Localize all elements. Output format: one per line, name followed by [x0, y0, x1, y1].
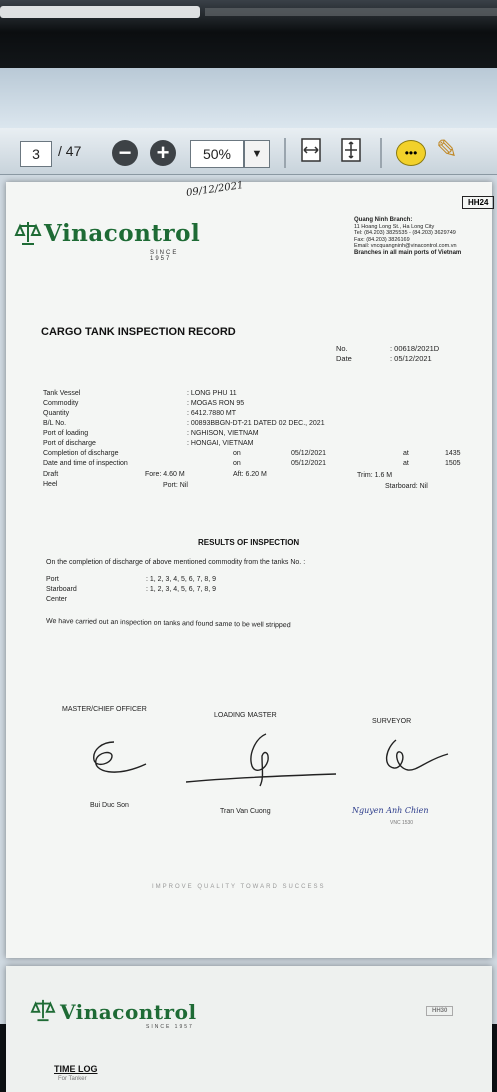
zoom-in-button[interactable]: [150, 140, 176, 166]
draft-trim: Trim: 1.6 M: [357, 472, 393, 479]
branch-address: 11 Hoang Long St., Ha Long City: [354, 223, 435, 230]
no-label: No.: [336, 344, 348, 353]
field-value: : MOGAS RON 95: [187, 400, 245, 407]
heel-label: Heel: [43, 481, 58, 488]
completion-label: Completion of discharge: [43, 450, 119, 457]
scales-icon: [30, 998, 56, 1022]
branch-tel: Tel: (84.203) 3825535 - (84.203) 3629749: [354, 230, 456, 236]
draft-label: Draft: [43, 471, 59, 478]
signatory-role: SURVEYOR: [372, 718, 412, 725]
minus-icon: −: [118, 140, 132, 165]
fit-width-icon: [300, 138, 322, 162]
tank-value: : 1, 2, 3, 4, 5, 6, 7, 8, 9: [146, 586, 217, 593]
signatory-name: Nguyen Anh Chien: [352, 806, 429, 815]
field-label: B/L No.: [43, 420, 67, 427]
signature-loading-master: [186, 724, 336, 794]
branch-note: Branches in all main ports of Vietnam: [354, 249, 462, 256]
draft-fore: Fore: 4.60 M: [145, 471, 185, 478]
scales-icon: [14, 220, 42, 246]
signature-surveyor: [376, 734, 456, 784]
completion-on: on: [233, 450, 241, 457]
zoom-out-button[interactable]: [112, 140, 138, 166]
date-value: : 05/12/2021: [390, 354, 432, 363]
date-label: Date: [336, 354, 352, 363]
branch-fax: Fax: (84.203) 3826169: [354, 236, 410, 243]
toolbar-separator: [380, 138, 382, 168]
comment-icon: •••: [404, 146, 418, 160]
next-page-title: TIME LOG: [54, 1064, 98, 1074]
field-label: Port of loading: [43, 430, 89, 437]
completion-date: 05/12/2021: [291, 450, 327, 457]
inspection-on: on: [233, 460, 241, 467]
next-company-since: SINCE 1957: [146, 1024, 194, 1030]
inspection-time: 1505: [445, 460, 461, 467]
company-since: SINCE 1957: [150, 250, 179, 262]
inspection-statement: We have carried out an inspection on tanks and found same to be well stripped: [45, 617, 291, 630]
document-page: [6, 182, 492, 958]
signatory-name: Tran Van Cuong: [220, 808, 271, 815]
field-value: : NGHISON, VIETNAM: [187, 430, 259, 437]
no-value: : 00618/2021D: [390, 344, 440, 353]
field-value: : 00893BBGN-DT-21 DATED 02 DEC., 2021: [187, 420, 325, 427]
draft-aft: Aft: 6.20 M: [233, 471, 267, 478]
zoom-dropdown-button[interactable]: [244, 140, 270, 168]
pen-icon: ✎: [436, 134, 458, 164]
field-label: Port of discharge: [43, 440, 96, 447]
screen-glare: [0, 6, 200, 18]
signatory-name: Bui Duc Son: [90, 802, 129, 809]
comment-button[interactable]: [396, 140, 426, 166]
next-page-subtitle: For Tanker: [58, 1076, 87, 1082]
signature-master: [84, 734, 154, 784]
zoom-level-input[interactable]: 50%: [190, 140, 244, 168]
field-value: : LONG PHU 11: [187, 390, 237, 397]
tank-list: [46, 576, 346, 608]
field-label: Commodity: [43, 400, 79, 407]
inspection-date: 05/12/2021: [291, 460, 327, 467]
next-document-page: [6, 966, 492, 1092]
field-list: [43, 390, 463, 450]
field-value: : 6412.7880 MT: [187, 410, 237, 417]
next-company-name: Vinacontrol: [60, 1000, 197, 1024]
completion-at: at: [403, 450, 409, 457]
next-form-code: HH30: [426, 1006, 453, 1016]
fit-width-button[interactable]: [296, 138, 326, 168]
results-intro: On the completion of discharge of above mentioned commodity from the tanks No. :: [46, 559, 306, 566]
inspection-at: at: [403, 460, 409, 467]
page-number-input[interactable]: 3: [20, 141, 52, 167]
tank-label: Center: [46, 596, 68, 603]
tank-label: Starboard: [46, 586, 77, 593]
handwritten-date: 09/12/2021: [185, 180, 245, 199]
branch-email: Email: vncquangninh@vinacontrol.com.vn: [354, 243, 457, 249]
signatory-role: LOADING MASTER: [214, 712, 277, 719]
form-code: HH24: [462, 196, 494, 209]
heel-starboard: Starboard: Nil: [385, 483, 428, 490]
field-label: Quantity: [43, 410, 70, 417]
branch-info: [354, 217, 461, 256]
times-block: [43, 450, 473, 490]
field-value: : HONGAI, VIETNAM: [187, 440, 254, 447]
signatory-role: MASTER/CHIEF OFFICER: [62, 706, 147, 713]
pdf-toolbar: [0, 128, 497, 175]
page-total-label: / 47: [58, 143, 82, 159]
surveyor-code: VNC 1530: [390, 820, 414, 826]
fit-page-button[interactable]: [336, 138, 366, 168]
results-title: RESULTS OF INSPECTION: [198, 538, 300, 547]
tank-label: Port: [46, 576, 59, 583]
window-top-area: [0, 68, 497, 128]
tank-value: : 1, 2, 3, 4, 5, 6, 7, 8, 9: [146, 576, 217, 583]
field-label: Tank Vessel: [43, 390, 81, 397]
company-name: Vinacontrol: [44, 220, 201, 247]
branch-title: Quang Ninh Branch:: [354, 217, 413, 223]
footer-slogan: IMPROVE QUALITY TOWARD SUCCESS: [152, 884, 326, 890]
inspection-label: Date and time of inspection: [43, 460, 128, 467]
completion-time: 1435: [445, 450, 461, 457]
pdf-viewer-window: [0, 68, 497, 1082]
heel-port: Port: Nil: [163, 482, 188, 489]
toolbar-separator: [284, 138, 286, 168]
plus-icon: +: [156, 140, 170, 165]
fit-page-icon: [340, 138, 362, 162]
highlight-text-button[interactable]: [436, 134, 458, 165]
document-title: CARGO TANK INSPECTION RECORD: [41, 326, 236, 338]
screen-glare-secondary: [205, 8, 497, 16]
caret-down-icon: ▼: [251, 148, 263, 160]
